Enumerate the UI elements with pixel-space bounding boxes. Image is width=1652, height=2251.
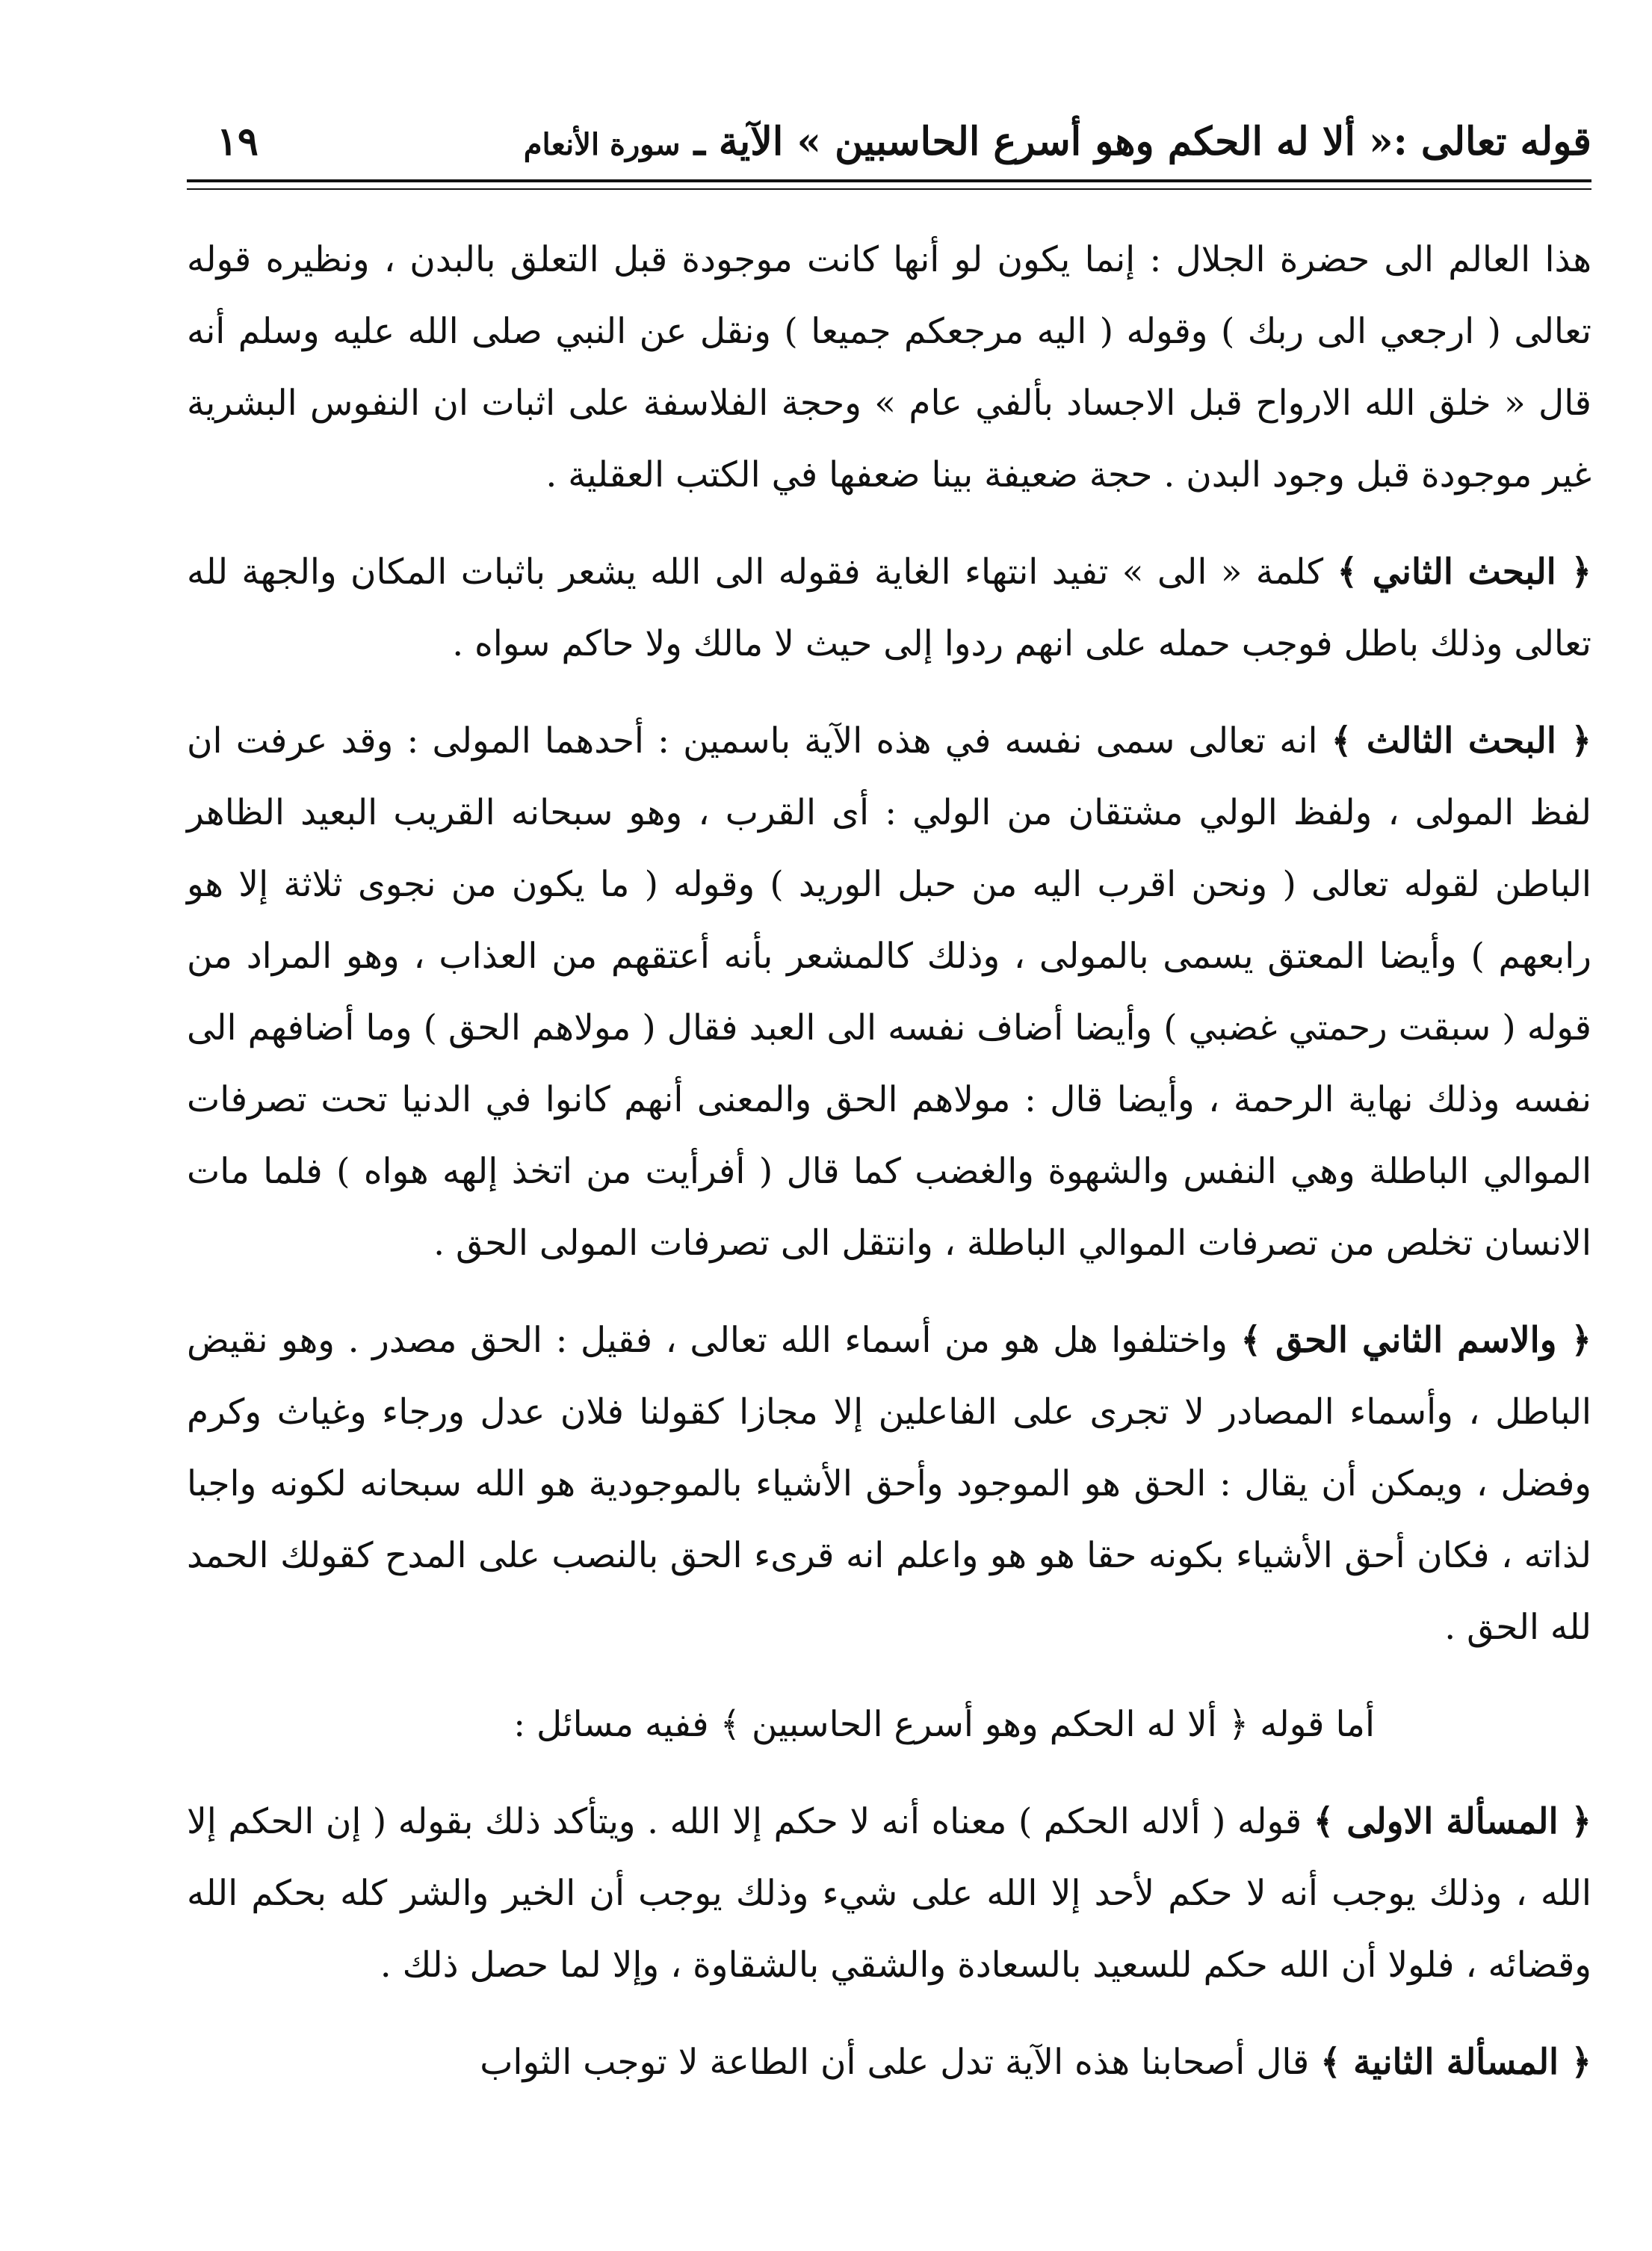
paragraph-third-inquiry bbox=[187, 705, 1591, 1279]
paragraph-text: كلمة « الى » تفيد انتهاء الغاية فقوله الى الله يشعر باثبات المكان والجهة لله تعالى وذلك باطل فوجب حمله على انهم ردوا إلى حيث لا مالك ولا حاكم سواه . bbox=[187, 552, 1591, 664]
paragraph-text: قوله ( ألاله الحكم ) معناه أنه لا حكم إلا الله . ويتأكد ذلك بقوله ( إن الحكم إلا الله ، وذلك يوجب أنه لا حكم لأحد إلا الله على شيء وذلك يوجب أن الخير والشر كله بحكم الله وقضائه ، فلولا أن الله حكم للسعيد بالسعادة والشقي بالشقاوة ، وإلا لما حصل ذلك . bbox=[187, 1801, 1591, 1986]
paragraph-text: انه تعالى سمى نفسه في هذه الآية باسمين : أحدهما المولى : وقد عرفت ان لفظ المولى ، ولفظ الولي مشتقان من الولي : أى القرب ، وهو سبحانه القريب البعيد الظاهر الباطن لقوله تعالى ( ونحن اقرب اليه من حبل الوريد ) وقوله ( ما يكون من نجوى ثلاثة إلا هو رابعهم ) وأيضا المعتق يسمى بالمولى ، وذلك كالمشعر بأنه أعتقهم من العذاب ، وهو المراد من قوله ( سبقت رحمتي غضبي ) وأيضا أضاف نفسه الى العبد فقال ( مولاهم الحق ) وما أضافهم الى نفسه وذلك نهاية الرحمة ، وأيضا قال : مولاهم الحق والمعنى أنهم كانوا في الدنيا تحت تصرفات الموالي الباطلة وهي النفس والشهوة والغضب كما قال ( أفرأيت من اتخذ إلهه هواه ) فلما مات الانسان تخلص من تصرفات الموالي الباطلة ، وانتقل الى تصرفات المولى الحق . bbox=[187, 720, 1591, 1264]
paragraph-continuation bbox=[187, 224, 1591, 511]
page-number: ١٩ bbox=[217, 119, 259, 164]
verse-title: قوله تعالى :« ألا له الحكم وهو أسرع الحاسبين » الآية ـ bbox=[693, 119, 1591, 164]
paragraph-text: أما قوله ﴿ ألا له الحكم وهو أسرع الحاسبين ﴾ ففيه مسائل : bbox=[513, 1704, 1375, 1745]
paragraph-heading: ﴿ البحث الثالث ﴾ bbox=[1331, 720, 1591, 762]
paragraph-text: هذا العالم الى حضرة الجلال : إنما يكون لو أنها كانت موجودة قبل التعلق بالبدن ، ونظيره قوله تعالى ( ارجعي الى ربك ) وقوله ( اليه مرجعكم جميعا ) ونقل عن النبي صلى الله عليه وسلم أنه قال « خلق الله الارواح قبل الاجساد بألفي عام » وحجة الفلاسفة على اثبات ان النفوس البشرية غير موجودة قبل وجود البدن . حجة ضعيفة بينا ضعفها في الكتب العقلية . bbox=[187, 239, 1591, 495]
paragraph-text: واختلفوا هل هو من أسماء الله تعالى ، فقيل : الحق مصدر . وهو نقيض الباطل ، وأسماء المصادر لا تجرى على الفاعلين إلا مجازا كقولنا فلان عدل ورجاء وغياث وكرم وفضل ، ويمكن أن يقال : الحق هو الموجود وأحق الأشياء بالموجودية هو الله سبحانه لكونه واجبا لذاته ، فكان أحق الأشياء بكونه حقا هو هو واعلم انه قرىء الحق بالنصب على المدح كقولك الحمد لله الحق . bbox=[187, 1320, 1591, 1648]
paragraph-heading: ﴿ البحث الثاني ﴾ bbox=[1337, 552, 1591, 593]
paragraph-second-inquiry bbox=[187, 537, 1591, 680]
paragraph-second-issue bbox=[187, 2027, 1591, 2099]
body-text bbox=[187, 224, 1591, 2124]
paragraph-heading: ﴿ المسألة الاولى ﴾ bbox=[1313, 1801, 1591, 1842]
paragraph-heading: ﴿ المسألة الثانية ﴾ bbox=[1320, 2042, 1591, 2083]
paragraph-verse-intro bbox=[187, 1689, 1591, 1761]
paragraph-first-issue bbox=[187, 1786, 1591, 2001]
paragraph-text: قال أصحابنا هذه الآية تدل على أن الطاعة لا توجب الثواب bbox=[480, 2042, 1321, 2083]
header-rule-thin bbox=[187, 188, 1591, 190]
paragraph-heading: ﴿ والاسم الثاني الحق ﴾ bbox=[1240, 1320, 1591, 1361]
running-title bbox=[524, 112, 1591, 175]
running-header bbox=[187, 112, 1591, 172]
surah-name: سورة الأنعام bbox=[523, 127, 681, 162]
paragraph-second-name bbox=[187, 1305, 1591, 1664]
header-rule bbox=[187, 179, 1591, 182]
